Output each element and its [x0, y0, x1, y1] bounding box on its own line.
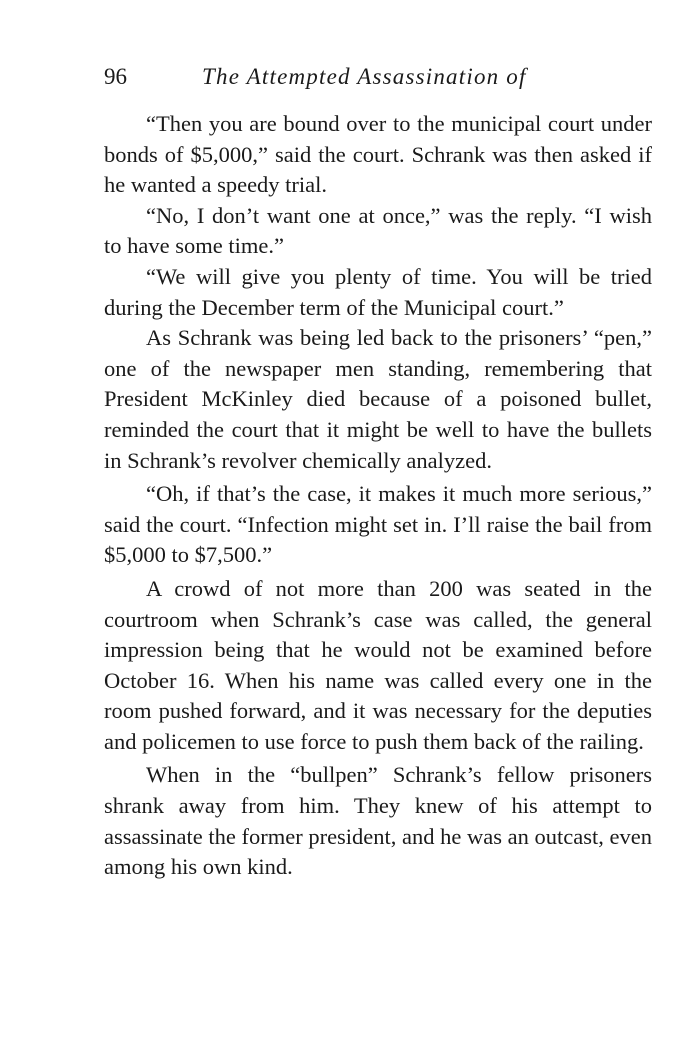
running-title: The Attempted Assassination of [202, 64, 527, 89]
running-head [104, 62, 652, 92]
paragraph: A crowd of not more than 200 was seated in the courtroom when Schrank’s case was called, the general impression being that he would not be examined before October 16. When his name was called every one in the room pushed forward, and it was necessary for the deputies and policemen to use force to push them back of the railing. [104, 575, 652, 754]
paragraph: “We will give you plenty of time. You will be tried during the December term of the Municipal court.” [104, 263, 652, 320]
page-number: 96 [104, 64, 127, 89]
body-text [104, 109, 652, 883]
paragraph: “No, I don’t want one at once,” was the reply. “I wish to have some time.” [104, 202, 652, 259]
paragraph: “Oh, if that’s the case, it makes it much more serious,” said the court. “Infection might set in. I’ll raise the bail from $5,000 to $7,500.” [104, 481, 652, 568]
paragraph: As Schrank was being led back to the prisoners’ “pen,” one of the newspaper men standing, remembering that President McKinley died because of a poisoned bullet, reminded the court that it might be well to have the bullets in Schrank’s revolver chemically analyzed. [104, 325, 652, 473]
paragraph: “Then you are bound over to the municipal court under bonds of $5,000,” said the court. Schrank was then asked if he wanted a speedy trial. [104, 111, 652, 198]
paragraph: When in the “bullpen” Schrank’s fellow prisoners shrank away from him. They knew of his attempt to assassinate the former president, and he was an outcast, even among his own kind. [104, 762, 652, 880]
